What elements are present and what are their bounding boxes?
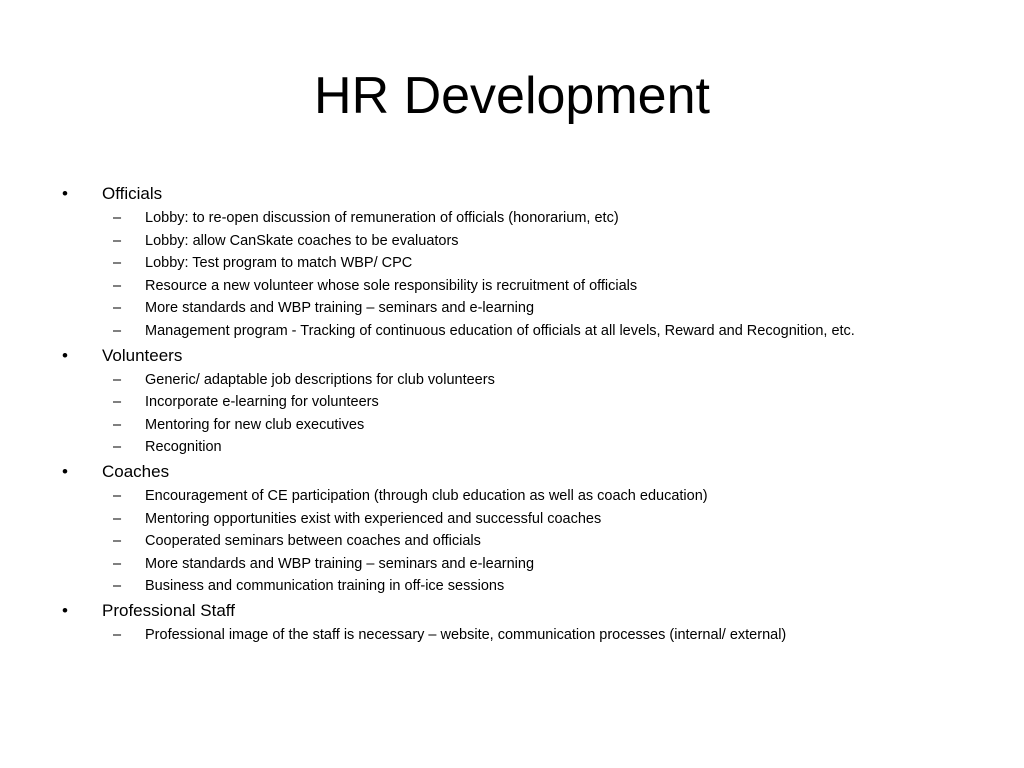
sub-list xyxy=(60,369,980,459)
bullet-icon: • xyxy=(62,600,68,620)
sub-item-text: Encouragement of CE participation (through club education as well as coach education) xyxy=(145,487,708,504)
sub-item-text: Resource a new volunteer whose sole responsibility is recruitment of officials xyxy=(145,277,638,294)
dash-icon: – xyxy=(113,210,122,226)
sub-item-text: Mentoring opportunities exist with experienced and successful coaches xyxy=(145,510,602,527)
bullet-item xyxy=(60,181,980,207)
section-officials xyxy=(60,181,980,343)
bullet-icon: • xyxy=(62,184,68,203)
sub-list xyxy=(60,624,980,647)
slide-content xyxy=(60,181,980,647)
bullet-item xyxy=(60,343,980,369)
sub-item xyxy=(60,575,980,598)
sub-item xyxy=(60,485,980,508)
bullet-item xyxy=(60,598,980,624)
sub-item-text: Generic/ adaptable job descriptions for club volunteers xyxy=(145,371,495,388)
section-heading: Coaches xyxy=(102,461,170,481)
dash-icon: – xyxy=(113,578,122,595)
sub-item xyxy=(60,207,980,230)
dash-icon: – xyxy=(113,232,122,249)
sub-item-text: More standards and WBP training – seminars and e-learning xyxy=(145,300,535,317)
dash-icon: – xyxy=(113,322,122,339)
bullet-icon: • xyxy=(62,461,68,481)
sub-item xyxy=(60,297,980,320)
sub-list xyxy=(60,207,980,343)
bullet-item xyxy=(60,459,980,485)
sub-item-text: Lobby: allow CanSkate coaches to be evaluators xyxy=(145,232,459,249)
slide-title: HR Development xyxy=(314,67,710,125)
section-heading: Professional Staff xyxy=(102,600,235,620)
sub-item xyxy=(60,436,980,459)
sub-item-text: Mentoring for new club executives xyxy=(145,416,365,433)
sub-item-text: Management program - Tracking of continuous education of officials at all levels, Reward and Recognition, etc. xyxy=(145,322,855,339)
section-heading: Officials xyxy=(102,184,163,203)
sub-item xyxy=(60,369,980,392)
sub-item xyxy=(60,508,980,531)
sub-item-text: Lobby: to re-open discussion of remuneration of officials (honorarium, etc) xyxy=(145,210,619,226)
dash-icon: – xyxy=(113,439,122,456)
sub-item xyxy=(60,624,980,647)
sub-item xyxy=(60,275,980,298)
section-coaches xyxy=(60,459,980,598)
sub-item-text: Recognition xyxy=(145,439,222,456)
bullet-icon: • xyxy=(62,345,68,365)
dash-icon: – xyxy=(113,626,122,643)
sub-item-text: Lobby: Test program to match WBP/ CPC xyxy=(145,255,413,272)
dash-icon: – xyxy=(113,255,122,272)
sub-item-text: Business and communication training in off-ice sessions xyxy=(145,578,505,595)
dash-icon: – xyxy=(113,555,122,572)
dash-icon: – xyxy=(113,487,122,504)
dash-icon: – xyxy=(113,277,122,294)
dash-icon: – xyxy=(113,300,122,317)
sub-list xyxy=(60,485,980,598)
dash-icon: – xyxy=(113,394,122,411)
sub-item xyxy=(60,553,980,576)
dash-icon: – xyxy=(113,416,122,433)
sub-item-text: Cooperated seminars between coaches and officials xyxy=(145,533,481,550)
sub-item xyxy=(60,391,980,414)
sub-item xyxy=(60,230,980,253)
sub-item-text: More standards and WBP training – seminars and e-learning xyxy=(145,555,535,572)
section-heading: Volunteers xyxy=(102,345,183,365)
sub-item xyxy=(60,252,980,275)
sub-item-text: Incorporate e-learning for volunteers xyxy=(145,394,379,411)
dash-icon: – xyxy=(113,533,122,550)
dash-icon: – xyxy=(113,510,122,527)
sub-item xyxy=(60,320,980,343)
sub-item-text: Professional image of the staff is necessary – website, communication processes (internal/ external) xyxy=(145,626,787,643)
section-volunteers xyxy=(60,343,980,459)
sub-item xyxy=(60,414,980,437)
dash-icon: – xyxy=(113,371,122,388)
sub-item xyxy=(60,530,980,553)
section-professional-staff xyxy=(60,598,980,647)
